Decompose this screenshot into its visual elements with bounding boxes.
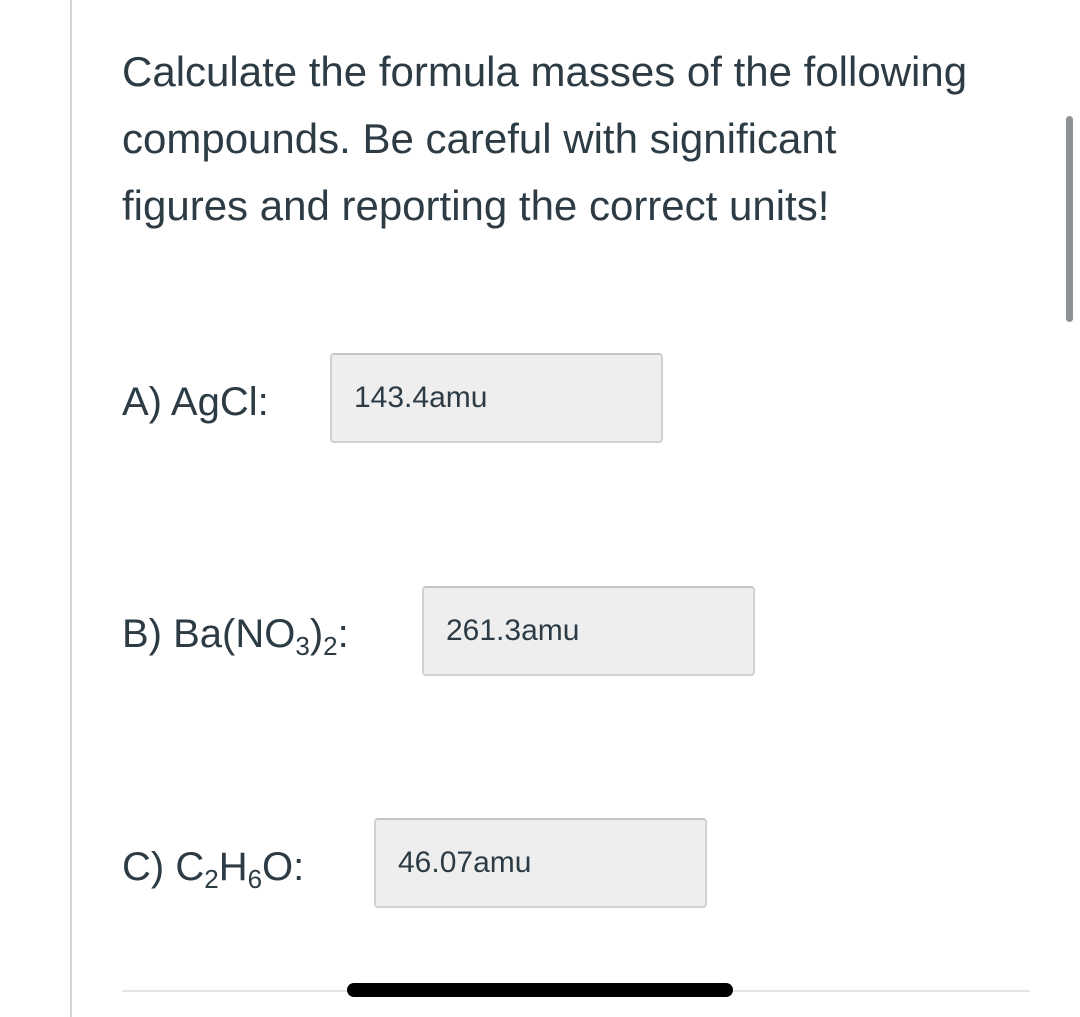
scrollbar-thumb[interactable] [1066,116,1073,322]
question-line: figures and reporting the correct units! [122,182,830,229]
answer-label-c [122,845,305,894]
answer-row-b [122,612,349,661]
content-left-border [70,0,72,1017]
home-indicator[interactable] [347,983,733,997]
subscript: 3 [295,631,310,661]
formula-text: H [218,845,248,889]
answer-label-b [122,612,349,661]
answer-row-a [122,380,269,425]
question-line: compounds. Be careful with significant [122,115,837,162]
answer-label-a: A) AgCl: [122,380,269,424]
answer-input-c[interactable]: 46.07amu [374,818,707,908]
subscript: 2 [323,631,338,661]
formula-text: B) Ba(NO [122,612,296,656]
formula-text: C) C [122,845,205,889]
formula-text: : [337,612,349,656]
subscript: 2 [204,864,219,894]
formula-text: ) [309,612,324,656]
question-line: Calculate the formula masses of the following [122,48,968,95]
question-text [122,38,1052,239]
formula-text: O: [262,845,305,889]
answer-input-a[interactable]: 143.4amu [330,353,663,443]
subscript: 6 [247,864,263,894]
answer-input-b[interactable]: 261.3amu [422,586,755,676]
answer-row-c [122,845,305,894]
